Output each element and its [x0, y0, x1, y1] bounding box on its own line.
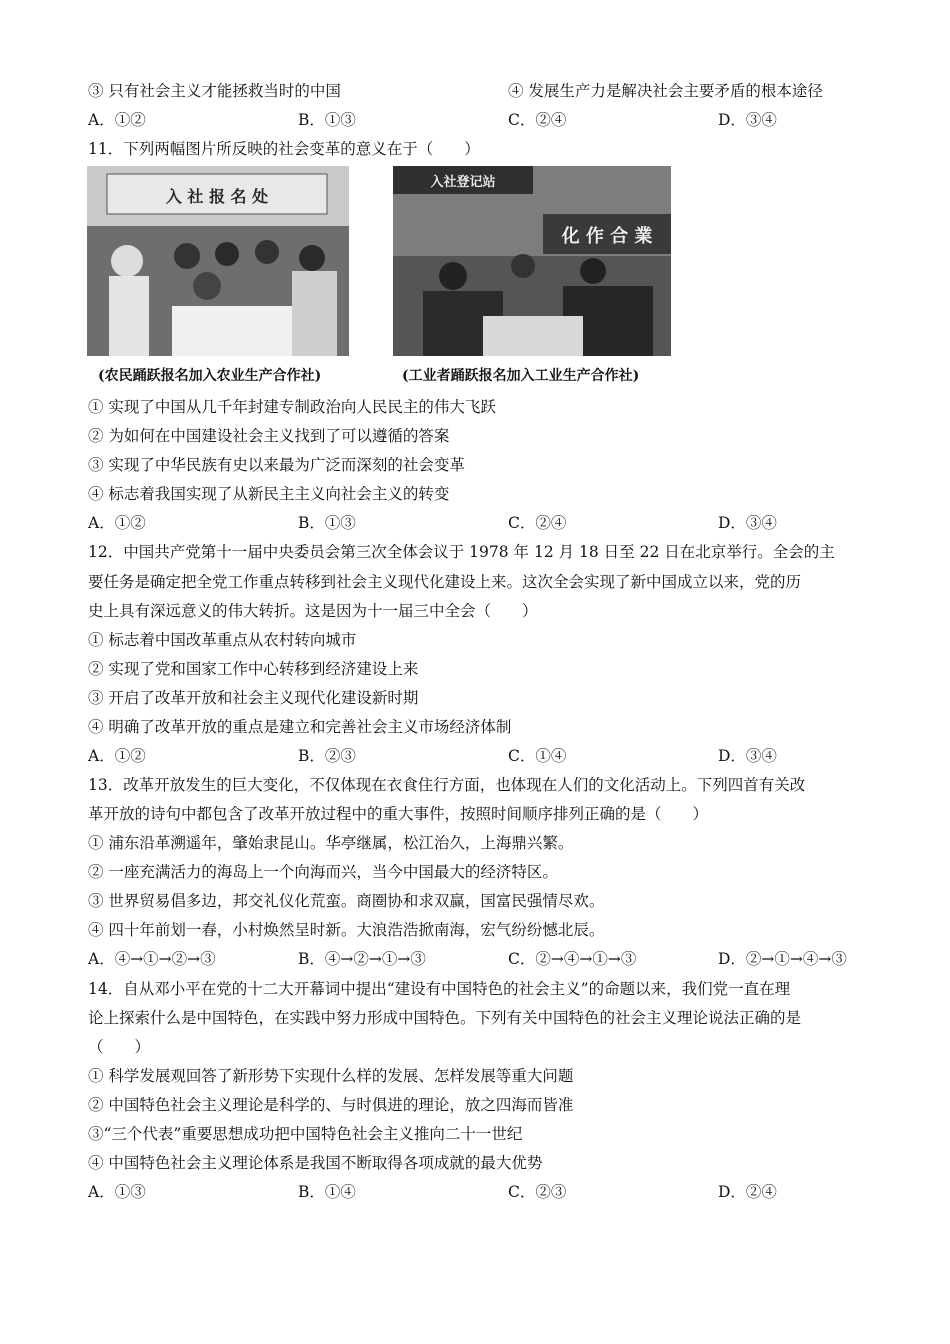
photo-farmers-cooperative [87, 166, 349, 356]
q12-option-d: D．③④ [718, 747, 777, 765]
q11-option-c: C．②④ [508, 514, 567, 532]
q11-item-4: ④ 标志着我国实现了从新民主主义向社会主义的转变 [88, 485, 450, 503]
q10-option-b: B．①③ [298, 111, 356, 129]
q14-item-1: ① 科学发展观回答了新形势下实现什么样的发展、怎样发展等重大问题 [88, 1067, 574, 1085]
q12-option-c: C．①④ [508, 747, 567, 765]
q13-option-c: C．②→④→①→③ [508, 950, 637, 968]
q12-stem-line-1: 12．中国共产党第十一届中央委员会第三次全体会议于 1978 年 12 月 18 日至 22 日在北京举行。全会的主 [88, 543, 835, 561]
photo-industry-cooperative [393, 166, 671, 356]
q14-option-d: D．②④ [718, 1183, 777, 1201]
q13-item-2: ② 一座充满活力的海岛上一个向海而兴，当今中国最大的经济特区。 [88, 863, 558, 881]
q10-option-a: A．①② [88, 111, 146, 129]
q13-stem-line-1: 13．改革开放发生的巨大变化，不仅体现在衣食住行方面，也体现在人们的文化活动上。下列四首有关改 [88, 776, 806, 794]
photo2-banner-right: 化 作 合 業 [561, 226, 653, 247]
q14-option-b: B．①④ [298, 1183, 356, 1201]
q11-item-2: ② 为如何在中国建设社会主义找到了可以遵循的答案 [88, 427, 450, 445]
q11-option-d: D．③④ [718, 514, 777, 532]
q13-option-b: B．④→②→①→③ [298, 950, 426, 968]
photo2-caption: (工业者踊跃报名加入工业生产合作社) [402, 368, 640, 384]
q14-stem-line-1: 14．自从邓小平在党的十二大开幕词中提出“建设有中国特色的社会主义”的命题以来，我们党一直在理 [88, 980, 791, 998]
q12-stem-line-3: 史上具有深远意义的伟大转折。这是因为十一届三中全会（ ） [88, 602, 538, 620]
q12-option-a: A．①② [88, 747, 146, 765]
q13-stem-line-2: 革开放的诗句中都包含了改革开放过程中的重大事件，按照时间顺序排列正确的是（ ） [88, 805, 709, 823]
q10-item-4: ④ 发展生产力是解决社会主要矛盾的根本途径 [508, 82, 823, 100]
q14-option-a: A．①③ [88, 1183, 146, 1201]
q11-stem: 11．下列两幅图片所反映的社会变革的意义在于（ ） [88, 140, 480, 158]
q11-option-b: B．①③ [298, 514, 356, 532]
q11-item-1: ① 实现了中国从几千年封建专制政治向人民民主的伟大飞跃 [88, 398, 496, 416]
q12-item-2: ② 实现了党和国家工作中心转移到经济建设上来 [88, 660, 419, 678]
q14-stem-line-2: 论上探索什么是中国特色，在实践中努力形成中国特色。下列有关中国特色的社会主义理论说法正确的是 [88, 1009, 802, 1027]
photo1-caption: (农民踊跃报名加入农业生产合作社) [98, 368, 322, 384]
q14-item-4: ④ 中国特色社会主义理论体系是我国不断取得各项成就的最大优势 [88, 1154, 543, 1172]
q13-item-1: ① 浦东沿革溯遥年，肇始隶昆山。华亭继属，松江治久，上海鼎兴繁。 [88, 834, 574, 852]
q14-item-2: ② 中国特色社会主义理论是科学的、与时俱进的理论，放之四海而皆准 [88, 1096, 574, 1114]
q14-option-c: C．②③ [508, 1183, 567, 1201]
q12-option-b: B．②③ [298, 747, 356, 765]
q13-option-d: D．②→①→④→③ [718, 950, 847, 968]
q12-item-3: ③ 开启了改革开放和社会主义现代化建设新时期 [88, 689, 419, 707]
q13-item-3: ③ 世界贸易倡多边，邦交礼仪化荒蛮。商圈协和求双赢，国富民强情尽欢。 [88, 892, 605, 910]
q13-item-4: ④ 四十年前划一春，小村焕然呈时新。大浪浩浩掀南海，宏气纷纷憾北辰。 [88, 921, 605, 939]
q14-stem-line-3: （ ） [88, 1038, 151, 1056]
q12-item-4: ④ 明确了改革开放的重点是建立和完善社会主义市场经济体制 [88, 718, 512, 736]
q13-option-a: A．④→①→②→③ [88, 950, 216, 968]
q11-item-3: ③ 实现了中华民族有史以来最为广泛而深刻的社会变革 [88, 456, 465, 474]
q12-item-1: ① 标志着中国改革重点从农村转向城市 [88, 631, 357, 649]
photo1-banner: 入 社 报 名 处 [165, 187, 269, 206]
q11-option-a: A．①② [88, 514, 146, 532]
q10-option-d: D．③④ [718, 111, 777, 129]
q14-item-3: ③“三个代表”重要思想成功把中国特色社会主义推向二十一世纪 [88, 1125, 523, 1143]
q10-item-3: ③ 只有社会主义才能拯救当时的中国 [88, 82, 341, 100]
q12-stem-line-2: 要任务是确定把全党工作重点转移到社会主义现代化建设上来。这次全会实现了新中国成立以来，党的历 [88, 573, 802, 591]
q10-option-c: C．②④ [508, 111, 567, 129]
photo2-banner-left: 入社登记站 [430, 175, 496, 190]
